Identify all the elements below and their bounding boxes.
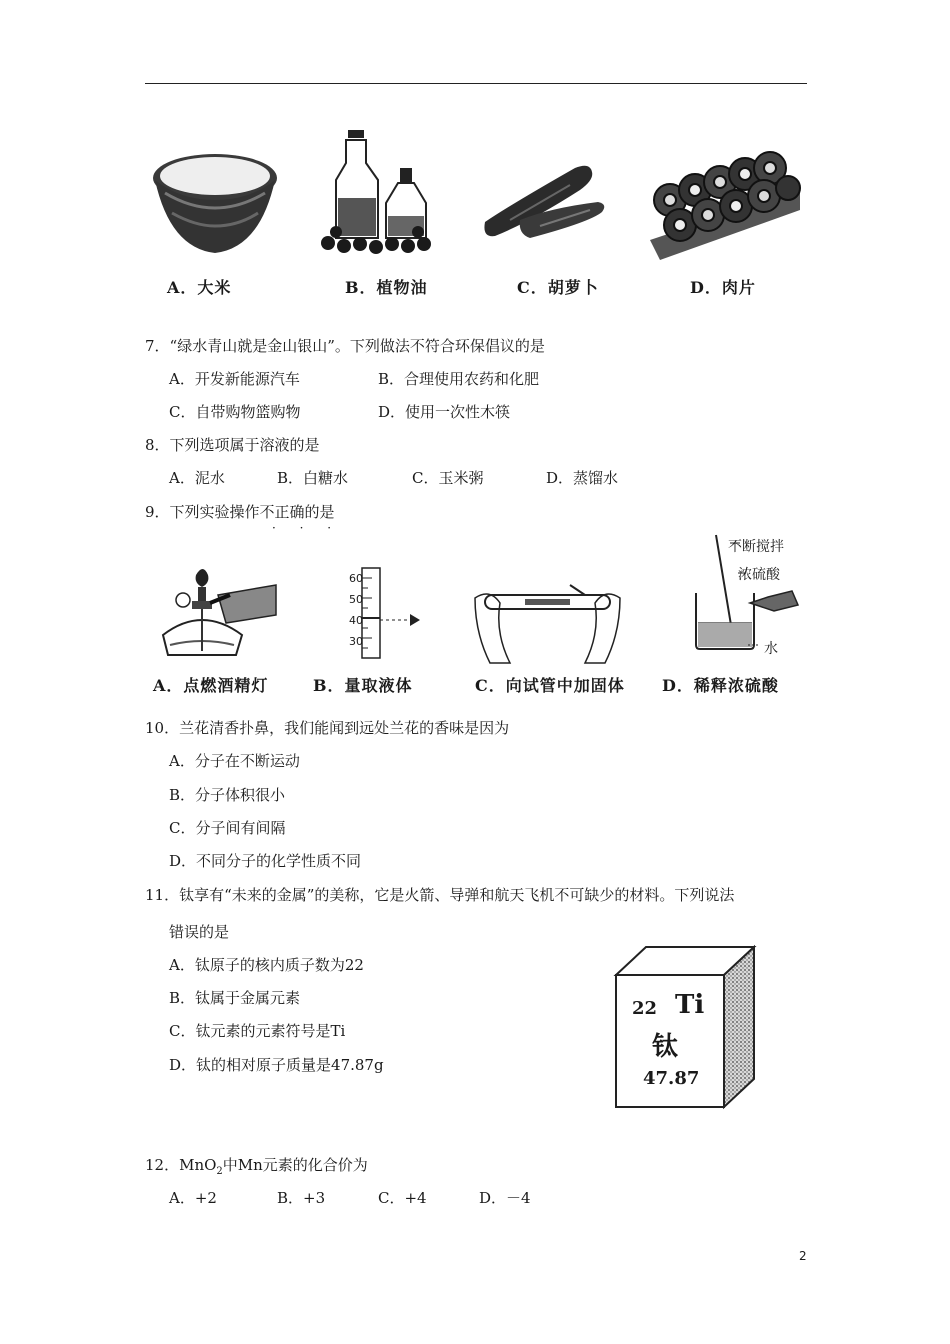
q10-stem: 10．兰花清香扑鼻，我们能闻到远处兰花的香味是因为 (145, 719, 510, 737)
meat-slices-icon (650, 140, 800, 260)
food-caption-a: A．大米 (167, 278, 232, 297)
q12-stem-subscript: 2 (216, 1166, 223, 1177)
q12-option-a: A．+2 (169, 1189, 217, 1207)
alcohol-lamp-icon (158, 565, 280, 660)
element-atomic-number: 22 (632, 998, 658, 1019)
q7-option-c: C．自带购物篮购物 (169, 403, 301, 421)
food-caption-d: D．肉片 (690, 278, 756, 297)
page-number: 2 (799, 1249, 807, 1263)
label-water: 水 (764, 641, 778, 657)
q12-option-d: D．－4 (479, 1189, 531, 1207)
q7-option-a: A．开发新能源汽车 (169, 370, 300, 388)
food-caption-b: B．植物油 (345, 278, 428, 297)
q12-stem-suffix: 中Mn元素的化合价为 (222, 1156, 368, 1174)
element-symbol: Ti (675, 990, 705, 1020)
element-atomic-mass: 47.87 (643, 1068, 700, 1089)
q9-caption-d: D．稀释浓硫酸 (662, 676, 779, 695)
q7-stem: 7．“绿水青山就是金山银山”。下列做法不符合环保倡议的是 (145, 337, 545, 355)
q11-option-c: C．钛元素的元素符号是Ti (169, 1022, 346, 1040)
element-name: 钛 (652, 1032, 679, 1062)
q8-option-a: A．泥水 (169, 469, 225, 487)
q12-stem (145, 1154, 368, 1177)
oil-bottles-icon (318, 128, 438, 253)
q8-stem: 8．下列选项属于溶液的是 (145, 436, 320, 454)
q12-stem-prefix: 12．MnO (145, 1156, 217, 1174)
q8-option-c: C．玉米粥 (412, 469, 484, 487)
q12-option-b: B．+3 (277, 1189, 326, 1207)
label-stir: 不断搅拌 (728, 539, 784, 555)
q9-caption-a: A．点燃酒精灯 (153, 676, 269, 695)
q11-option-b: B．钛属于金属元素 (169, 989, 301, 1007)
q10-option-b: B．分子体积很小 (169, 786, 286, 804)
q9-caption-b: B．量取液体 (313, 676, 413, 695)
q11-stem-line2: 错误的是 (169, 923, 230, 941)
header-rule (145, 83, 807, 84)
carrot-icon (480, 160, 610, 245)
q9-stem: 9．下列实验操作不正确的是 (145, 503, 335, 521)
cylinder-tick-50: 50 (349, 593, 363, 606)
food-caption-c: C．胡萝卜 (517, 278, 599, 297)
q10-option-c: C．分子间有间隔 (169, 819, 286, 837)
q11-stem-line1: 11．钛享有“未来的金属”的美称，它是火箭、导弹和航天飞机不可缺少的材料。下列说法 (145, 886, 735, 904)
test-tube-hands-icon (470, 573, 630, 668)
q11-option-a: A．钛原子的核内质子数为22 (169, 956, 364, 974)
cylinder-tick-60: 60 (349, 572, 363, 585)
q7-option-b: B．合理使用农药和化肥 (378, 370, 540, 388)
emphasis-dots: · · · (272, 521, 342, 535)
cylinder-tick-30: 30 (349, 635, 363, 648)
q10-option-d: D．不同分子的化学性质不同 (169, 852, 362, 870)
q8-option-b: B．白糖水 (277, 469, 349, 487)
q12-option-c: C．+4 (378, 1189, 427, 1207)
q11-option-d: D．钛的相对原子质量是47.87g (169, 1056, 384, 1074)
q7-option-d: D．使用一次性木筷 (378, 403, 511, 421)
label-acid: 浓硫酸 (738, 567, 780, 583)
q9-caption-c: C．向试管中加固体 (475, 676, 625, 695)
q10-option-a: A．分子在不断运动 (169, 752, 300, 770)
rice-bowl-icon (150, 148, 280, 258)
q8-option-d: D．蒸馏水 (546, 469, 619, 487)
cylinder-tick-40: 40 (349, 614, 363, 627)
